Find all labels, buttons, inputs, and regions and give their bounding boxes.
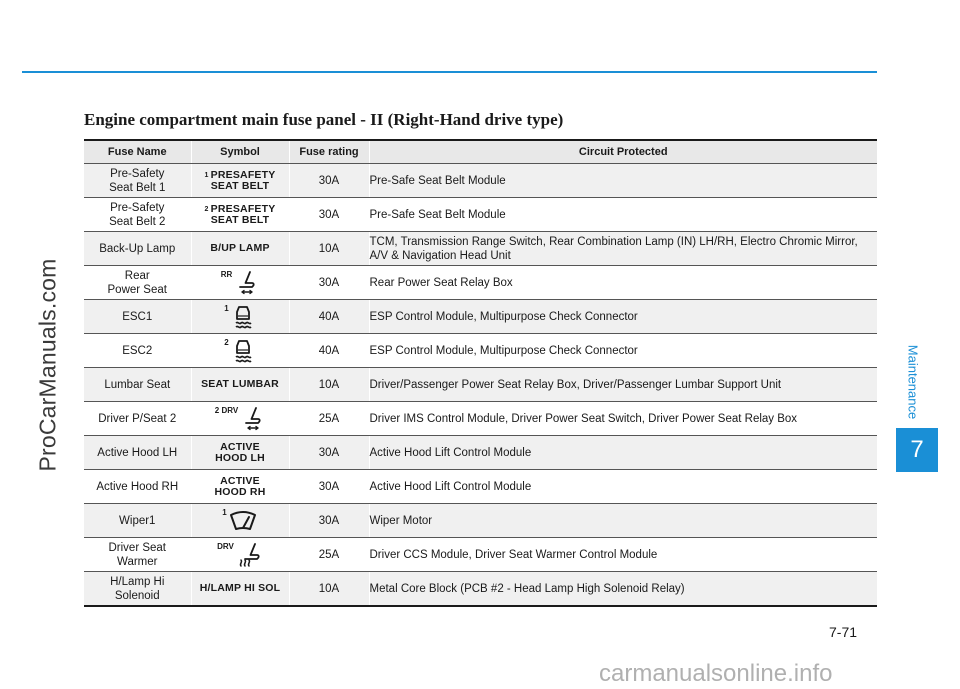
circuit-cell: ESP Control Module, Multipurpose Check Connector [369, 300, 877, 334]
circuit-cell: Metal Core Block (PCB #2 - Head Lamp High Solenoid Relay) [369, 572, 877, 607]
fuse-name-cell [84, 300, 191, 334]
fuse-name-line: Rear [124, 269, 150, 282]
fuse-name-line: Power Seat [107, 283, 167, 296]
circuit-cell: Driver CCS Module, Driver Seat Warmer Control Module [369, 538, 877, 572]
side-watermark [28, 258, 68, 472]
wiper-icon [228, 509, 258, 533]
fuse-rating-cell: 30A [289, 504, 369, 538]
fuse-name-cell [84, 334, 191, 368]
table-row [84, 334, 877, 368]
fuse-table-body [84, 164, 877, 607]
fuse-rating-cell: 25A [289, 538, 369, 572]
symbol-cell [191, 198, 289, 232]
symbol-text-line [200, 583, 281, 594]
symbol-wrap [192, 334, 289, 367]
symbol-cell [191, 436, 289, 470]
symbol-text-line [205, 215, 276, 226]
symbol-cell [191, 266, 289, 300]
circuit-cell: Driver/Passenger Power Seat Relay Box, Driver/Passenger Lumbar Support Unit [369, 368, 877, 402]
fuse-name-cell [84, 198, 191, 232]
symbol-wrap [192, 368, 289, 401]
fuse-table-header [84, 140, 877, 164]
symbol-text: PRESAFETY [210, 168, 276, 181]
circuit-cell: TCM, Transmission Range Switch, Rear Combination Lamp (IN) LH/RH, Electro Chromic Mirror, A/V & Navigation Head Unit [369, 232, 877, 266]
symbol-label [205, 170, 276, 192]
page-number: 7-71 [829, 624, 858, 640]
symbol-cell [191, 334, 289, 368]
symbol-label [201, 379, 279, 390]
fuse-name-cell [84, 232, 191, 266]
symbol-label [210, 243, 269, 254]
circuit-cell: Pre-Safe Seat Belt Module [369, 164, 877, 198]
symbol-wrap [192, 436, 289, 469]
seat-adjust-icon [233, 270, 259, 296]
table-row [84, 402, 877, 436]
symbol-cell [191, 232, 289, 266]
section-label-text: Maintenance [905, 344, 921, 420]
circuit-cell: Active Hood Lift Control Module [369, 436, 877, 470]
circuit-cell: Pre-Safe Seat Belt Module [369, 198, 877, 232]
symbol-wrap [192, 470, 289, 503]
symbol-text: SEAT BELT [210, 213, 270, 226]
esc-icon [230, 304, 256, 330]
fuse-name-line: H/Lamp Hi [110, 575, 165, 588]
fuse-rating-cell: 30A [289, 164, 369, 198]
symbol-cell [191, 300, 289, 334]
symbol-wrap [192, 402, 289, 435]
symbol-badge: 2 DRV [214, 406, 239, 415]
symbol-cell [191, 402, 289, 436]
fuse-rating-cell: 10A [289, 368, 369, 402]
symbol-text: H/LAMP HI SOL [199, 582, 281, 594]
side-watermark-text: ProCarManuals.com [34, 258, 61, 472]
symbol-wrap [192, 266, 289, 299]
fuse-name-line: Driver P/Seat 2 [98, 412, 177, 425]
fuse-name-line: Active Hood RH [96, 480, 179, 493]
symbol-text: PRESAFETY [210, 202, 276, 215]
table-row [84, 504, 877, 538]
symbol-badge: RR [220, 270, 233, 279]
symbol-text-line [201, 379, 279, 390]
circuit-cell: ESP Control Module, Multipurpose Check Connector [369, 334, 877, 368]
fuse-rating-cell: 40A [289, 334, 369, 368]
table-row [84, 368, 877, 402]
header-fuse-rating: Fuse rating [289, 140, 369, 164]
symbol-wrap [192, 504, 289, 537]
fuse-rating-cell: 10A [289, 572, 369, 607]
symbol-cell [191, 572, 289, 607]
header-circuit-protected: Circuit Protected [369, 140, 877, 164]
symbol-badge: 1 [224, 304, 229, 313]
fuse-name-line: Seat Belt 2 [109, 215, 166, 228]
symbol-text-line [205, 181, 276, 192]
fuse-rating-cell: 25A [289, 402, 369, 436]
fuse-name-cell [84, 504, 191, 538]
fuse-rating-cell: 40A [289, 300, 369, 334]
symbol-index: 1 [204, 171, 209, 179]
symbol-cell [191, 538, 289, 572]
circuit-cell: Active Hood Lift Control Module [369, 470, 877, 504]
symbol-badge: DRV [217, 542, 234, 551]
circuit-cell: Wiper Motor [369, 504, 877, 538]
symbol-badge: 1 [222, 508, 227, 517]
table-row [84, 470, 877, 504]
symbol-text: ACTIVE [220, 440, 260, 453]
symbol-text-line [210, 243, 269, 254]
symbol-index: 2 [204, 205, 209, 213]
fuse-rating-cell: 30A [289, 470, 369, 504]
seat-adjust-icon [239, 406, 265, 432]
fuse-name-cell [84, 572, 191, 607]
table-row [84, 538, 877, 572]
table-row [84, 164, 877, 198]
chapter-tab: 7 [896, 428, 938, 472]
fuse-rating-cell: 30A [289, 436, 369, 470]
symbol-text: SEAT BELT [210, 179, 270, 192]
fuse-name-cell [84, 436, 191, 470]
esc-icon [230, 338, 256, 364]
symbol-wrap [192, 164, 289, 197]
fuse-name-line: ESC1 [122, 310, 153, 323]
fuse-name-line: Warmer [117, 555, 158, 568]
circuit-cell: Driver IMS Control Module, Driver Power Seat Switch, Driver Power Seat Relay Box [369, 402, 877, 436]
table-row [84, 436, 877, 470]
symbol-text-line [215, 487, 266, 498]
section-side-label [899, 342, 927, 422]
symbol-cell [191, 504, 289, 538]
header-symbol: Symbol [191, 140, 289, 164]
symbol-text: HOOD LH [215, 451, 265, 464]
fuse-name-cell [84, 470, 191, 504]
table-row [84, 572, 877, 607]
page-title: Engine compartment main fuse panel - II (Right-Hand drive type) [84, 110, 564, 129]
symbol-wrap [192, 572, 289, 605]
bottom-watermark: carmanualsonline.info [599, 660, 833, 687]
symbol-label [200, 583, 281, 594]
symbol-text: ACTIVE [220, 474, 260, 487]
symbol-label [215, 476, 266, 498]
fuse-name-cell [84, 164, 191, 198]
symbol-label [205, 204, 276, 226]
symbol-cell [191, 368, 289, 402]
table-row [84, 198, 877, 232]
symbol-text-line [215, 453, 265, 464]
table-row [84, 266, 877, 300]
fuse-name-line: Pre-Safety [110, 167, 165, 180]
symbol-text: HOOD RH [214, 485, 266, 498]
symbol-badge: 2 [224, 338, 229, 347]
symbol-wrap [192, 538, 289, 571]
circuit-cell: Rear Power Seat Relay Box [369, 266, 877, 300]
top-rule [22, 71, 877, 73]
fuse-name-line: ESC2 [122, 344, 153, 357]
fuse-name-cell [84, 402, 191, 436]
fuse-name-line: Lumbar Seat [104, 378, 171, 391]
table-row [84, 232, 877, 266]
fuse-name-cell [84, 368, 191, 402]
fuse-name-line: Seat Belt 1 [109, 181, 166, 194]
seat-warmer-icon [235, 542, 263, 568]
symbol-wrap [192, 300, 289, 333]
fuse-name-line: Back-Up Lamp [99, 242, 176, 255]
symbol-wrap [192, 198, 289, 231]
fuse-name-line: Pre-Safety [110, 201, 165, 214]
fuse-table [84, 139, 877, 607]
symbol-cell [191, 470, 289, 504]
symbol-text: SEAT LUMBAR [201, 378, 279, 390]
header-fuse-name: Fuse Name [84, 140, 191, 164]
symbol-cell [191, 164, 289, 198]
fuse-name-line: Active Hood LH [97, 446, 178, 459]
symbol-label [215, 442, 265, 464]
fuse-name-line: Solenoid [114, 589, 160, 602]
symbol-text: B/UP LAMP [210, 242, 270, 254]
fuse-name-line: Wiper1 [119, 514, 156, 527]
symbol-wrap [192, 232, 289, 265]
fuse-rating-cell: 30A [289, 266, 369, 300]
fuse-rating-cell: 10A [289, 232, 369, 266]
table-row [84, 300, 877, 334]
fuse-name-line: Driver Seat [108, 541, 167, 554]
fuse-name-cell [84, 538, 191, 572]
fuse-name-cell [84, 266, 191, 300]
fuse-rating-cell: 30A [289, 198, 369, 232]
